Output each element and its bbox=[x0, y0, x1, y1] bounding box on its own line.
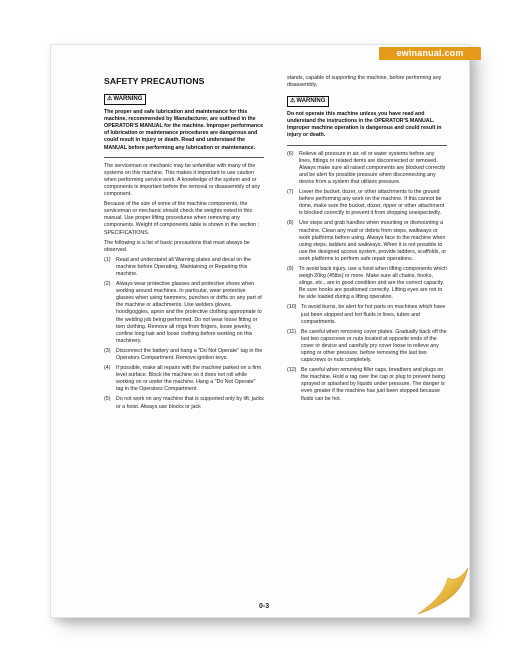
list-item bbox=[104, 365, 264, 393]
item-text: Disconnect the battery and hang a "Do Not Operate" tag in the Operators Compartment. Remove ignition keys. bbox=[116, 347, 263, 361]
item-number: (5) bbox=[104, 396, 111, 403]
warning-label: WARNING bbox=[296, 98, 326, 105]
item-number: (4) bbox=[104, 365, 111, 372]
warning-text: Do not operate this machine unless you have read and understand the instructions in the OPERATOR'S MANUAL. Improper machine operation is dangerous and could result in injury or death. bbox=[287, 111, 442, 139]
item-number: (2) bbox=[104, 281, 111, 288]
divider bbox=[287, 145, 447, 146]
paragraph: The following is a list of basic precautions that must always be observed. bbox=[104, 239, 250, 253]
divider bbox=[104, 157, 264, 158]
item-text: Be careful when removing cover plates. Gradually back off the last two capscrews or nuts located at opposite ends of the cover or device and carefully pry cover loose to relieve any spring or other pressure, before removing the last two capscrews or nuts completely. bbox=[301, 328, 447, 364]
warning-icon: ⚠ bbox=[107, 96, 113, 103]
item-number: (11) bbox=[287, 328, 297, 335]
paragraph: stands, capable of supporting the machine, before performing any disassembly. bbox=[287, 75, 442, 89]
warning-icon: ⚠ bbox=[290, 98, 296, 105]
list-item bbox=[104, 281, 264, 345]
item-number: (10) bbox=[287, 304, 297, 311]
paragraph: The serviceman or mechanic may be unfamiliar with many of the systems on this machine. This makes it important to use caution when performing service work. A knowledge of the system and or components is important before the removal or disassembly of any component. bbox=[104, 162, 261, 198]
item-text: Use steps and grab handles when mounting or dismounting a machine. Clean any mud or debris from steps, walkways or work platforms before using. Always face to the machine when using steps, ladders and walkways. When it is not possible to use the designed access system, provide ladders, scaffolds, or work platforms to perform safe repair operations. bbox=[299, 220, 447, 262]
page-curl-icon bbox=[410, 568, 470, 618]
item-text: Lower the bucket, dozer, or other attachments to the ground before performing any work on the machine. If this cannot be done, make sure the bucket, dozer, ripper or other attachment is blocked correctly to prevent it from dropping unexpectedly. bbox=[299, 189, 445, 217]
item-number: (7) bbox=[287, 189, 294, 196]
item-number: (12) bbox=[287, 367, 297, 374]
page-number: 0-3 bbox=[259, 603, 270, 610]
section-title: SAFETY PRECAUTIONS bbox=[104, 76, 205, 86]
paragraph: Because of the size of some of the machine components, the serviceman or mechanic should check the weights noted in this manual. Use proper lifting procedures when removing any components. Weight of components table is shown in the section ; SPECIFICATIONS. bbox=[104, 201, 260, 236]
list-item bbox=[104, 348, 264, 362]
warning-label: WARNING bbox=[113, 96, 143, 103]
item-number: (1) bbox=[104, 256, 111, 263]
warning-badge bbox=[287, 96, 329, 107]
right-column bbox=[287, 75, 447, 406]
item-text: Do not work on any machine that is supported only by lift, jacks or a hoist. Always use blocks or jack bbox=[116, 396, 264, 410]
item-number: (3) bbox=[104, 347, 111, 354]
left-column bbox=[104, 75, 264, 414]
item-text: Always wear protective glasses and protective shoes when working around machines. In particular, wear protective glasses when using hammers, punches or drifts on any part of the machine or attachments. Use welders gloves, hood/goggles, apron and the protective clothing appropriate to the welding job being performed. Do not wear loose fitting or torn clothing. Remove all rings from fingers, loose jewelry, confine long hair and loose clothing before working on this machinery. bbox=[116, 281, 262, 344]
item-text: Relieve all pressure in air, oil or water systems before any lines, fittings or related items are disconnected or removed. Always make sure all raised components are blocked correctly and be alert for possible pressure when disconnecting any device from a system that utilizes pressure. bbox=[299, 150, 446, 185]
item-number: (8) bbox=[287, 220, 294, 227]
item-number: (9) bbox=[287, 265, 294, 272]
manual-page bbox=[50, 44, 470, 618]
item-text: Read and understand all Warning plates and decal on the machine before Operating, Maintaining or Repairing this machine. bbox=[116, 256, 251, 277]
list-item bbox=[287, 220, 447, 263]
item-text: To avoid burns, be alert for hot parts on machines which have just been stopped and hot fluids in lines, tubes and compartments. bbox=[301, 304, 446, 325]
brand-badge[interactable]: ewinanual.com bbox=[379, 47, 481, 60]
list-item bbox=[104, 396, 264, 410]
list-item bbox=[287, 367, 447, 402]
item-text: Be careful when removing filler caps, breathers and plugs on the machine. Hold a rag over the cap or plug to prevent being sprayed or splashed by liquids under pressure. The danger is even greater if the machine has just been stopped because fluids can be hot. bbox=[301, 367, 445, 402]
list-item bbox=[287, 151, 447, 186]
warning-text: The proper and safe lubrication and maintenance for this machine, recommended by Manufacturer, are outlined in the OPERATOR'S MANUAL for the machine. Improper performance of lubrication or maintenance procedures are dangerous and could result in injury or death. Read and understand the MANUAL before performing any lubrication or maintenance. bbox=[104, 109, 264, 151]
list-item bbox=[287, 304, 447, 325]
list-item bbox=[287, 266, 447, 301]
item-number: (6) bbox=[287, 150, 294, 157]
item-text: To avoid back injury, use a hoist when lifting components which weigh 20kg (45lbs) or more. Make sure all chains, hooks, slings, etc., are in good condition and are the correct capacity. Be sure hooks are positioned correctly. Lifting eyes are not to be side loaded during a lifting operation. bbox=[299, 265, 447, 301]
item-text: If possible, make all repairs with the machine parked on a firm level surface. Block the machine so it does not roll while working on or under the machine. Hang a "Do Not Operate" tag in the Operators Compartment. bbox=[116, 365, 262, 393]
warning-badge bbox=[104, 94, 146, 105]
list-item bbox=[104, 257, 264, 278]
list-item bbox=[287, 189, 447, 217]
list-item bbox=[287, 329, 447, 364]
